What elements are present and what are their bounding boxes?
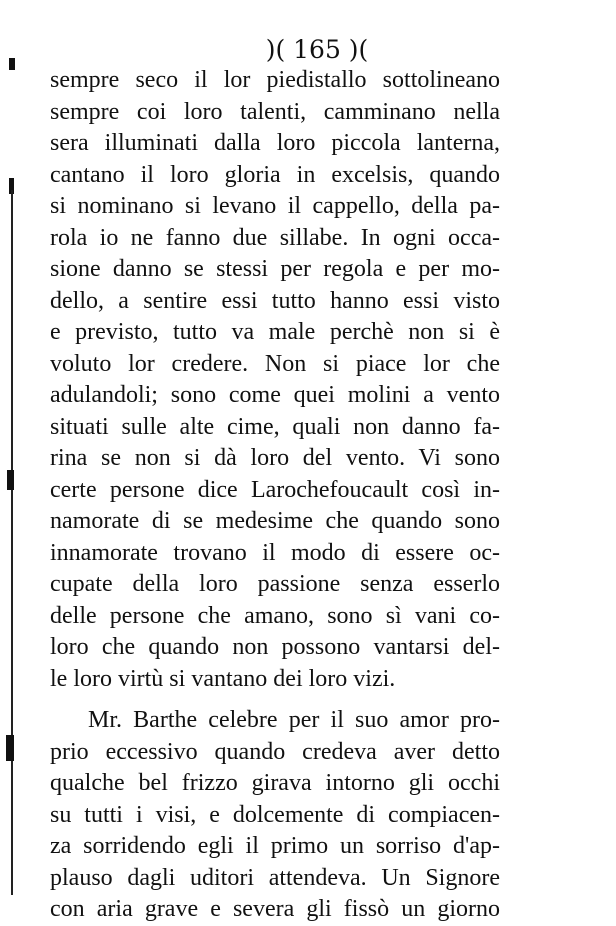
text-line: prio eccessivo quando credeva aver detto bbox=[50, 738, 500, 765]
text-line: sempre seco il lor piedistallo sottolineano bbox=[50, 67, 500, 93]
text-line: za sorridendo egli il primo un sorriso d'ap- bbox=[50, 833, 500, 859]
text-line: voluto lor credere. Non si piace lor che bbox=[50, 350, 500, 377]
text-line: si nominano si levano il cappello, della pa- bbox=[50, 193, 500, 219]
text-line: namorate di se medesime che quando sono bbox=[50, 508, 500, 534]
binding-mark bbox=[7, 470, 14, 490]
text-line: Mr. Barthe celebre per il suo amor pro- bbox=[88, 707, 500, 733]
binding-rule bbox=[11, 190, 13, 895]
text-line: sera illuminati dalla loro piccola lanterna, bbox=[50, 130, 500, 156]
text-line: cupate della loro passione senza esserlo bbox=[50, 571, 500, 597]
text-line: sempre coi loro talenti, camminano nella bbox=[50, 98, 500, 125]
page-number: )( 165 )( bbox=[265, 35, 369, 64]
page-text bbox=[50, 65, 500, 926]
text-line: adulandoli; sono come quei molini a vento bbox=[50, 382, 500, 408]
text-line: rola io ne fanno due sillabe. In ogni occa- bbox=[50, 224, 500, 251]
text-line: cantano il loro gloria in excelsis, quando bbox=[50, 161, 500, 188]
paragraph bbox=[50, 65, 500, 695]
paragraph bbox=[50, 705, 500, 926]
text-line: rina se non si dà loro del vento. Vi sono bbox=[50, 445, 500, 471]
text-line: certe persone dice Larochefoucault così in- bbox=[50, 476, 500, 503]
text-line: e previsto, tutto va male perchè non si è bbox=[50, 319, 500, 345]
text-line: situati sulle alte cime, quali non danno fa- bbox=[50, 413, 500, 440]
text-line: plauso dagli uditori attendeva. Un Signore bbox=[50, 864, 500, 891]
text-line: qualche bel frizzo girava intorno gli occhi bbox=[50, 770, 500, 796]
text-line: con aria grave e severa gli fissò un giorno bbox=[50, 896, 500, 922]
text-line: sione danno se stessi per regola e per mo- bbox=[50, 256, 500, 282]
text-line: delle persone che amano, sono sì vani co- bbox=[50, 602, 500, 629]
text-line: loro che quando non possono vantarsi del- bbox=[50, 634, 500, 660]
page-binding-edge bbox=[0, 0, 20, 900]
binding-mark bbox=[6, 735, 14, 761]
text-line: su tutti i visi, e dolcemente di compiacen- bbox=[50, 801, 500, 828]
paragraph-gap bbox=[50, 695, 500, 705]
text-line: le loro virtù si vantano dei loro vizi. bbox=[50, 665, 396, 692]
text-line: innamorate trovano il modo di essere oc- bbox=[50, 539, 500, 566]
text-line: dello, a sentire essi tutto hanno essi visto bbox=[50, 287, 500, 314]
